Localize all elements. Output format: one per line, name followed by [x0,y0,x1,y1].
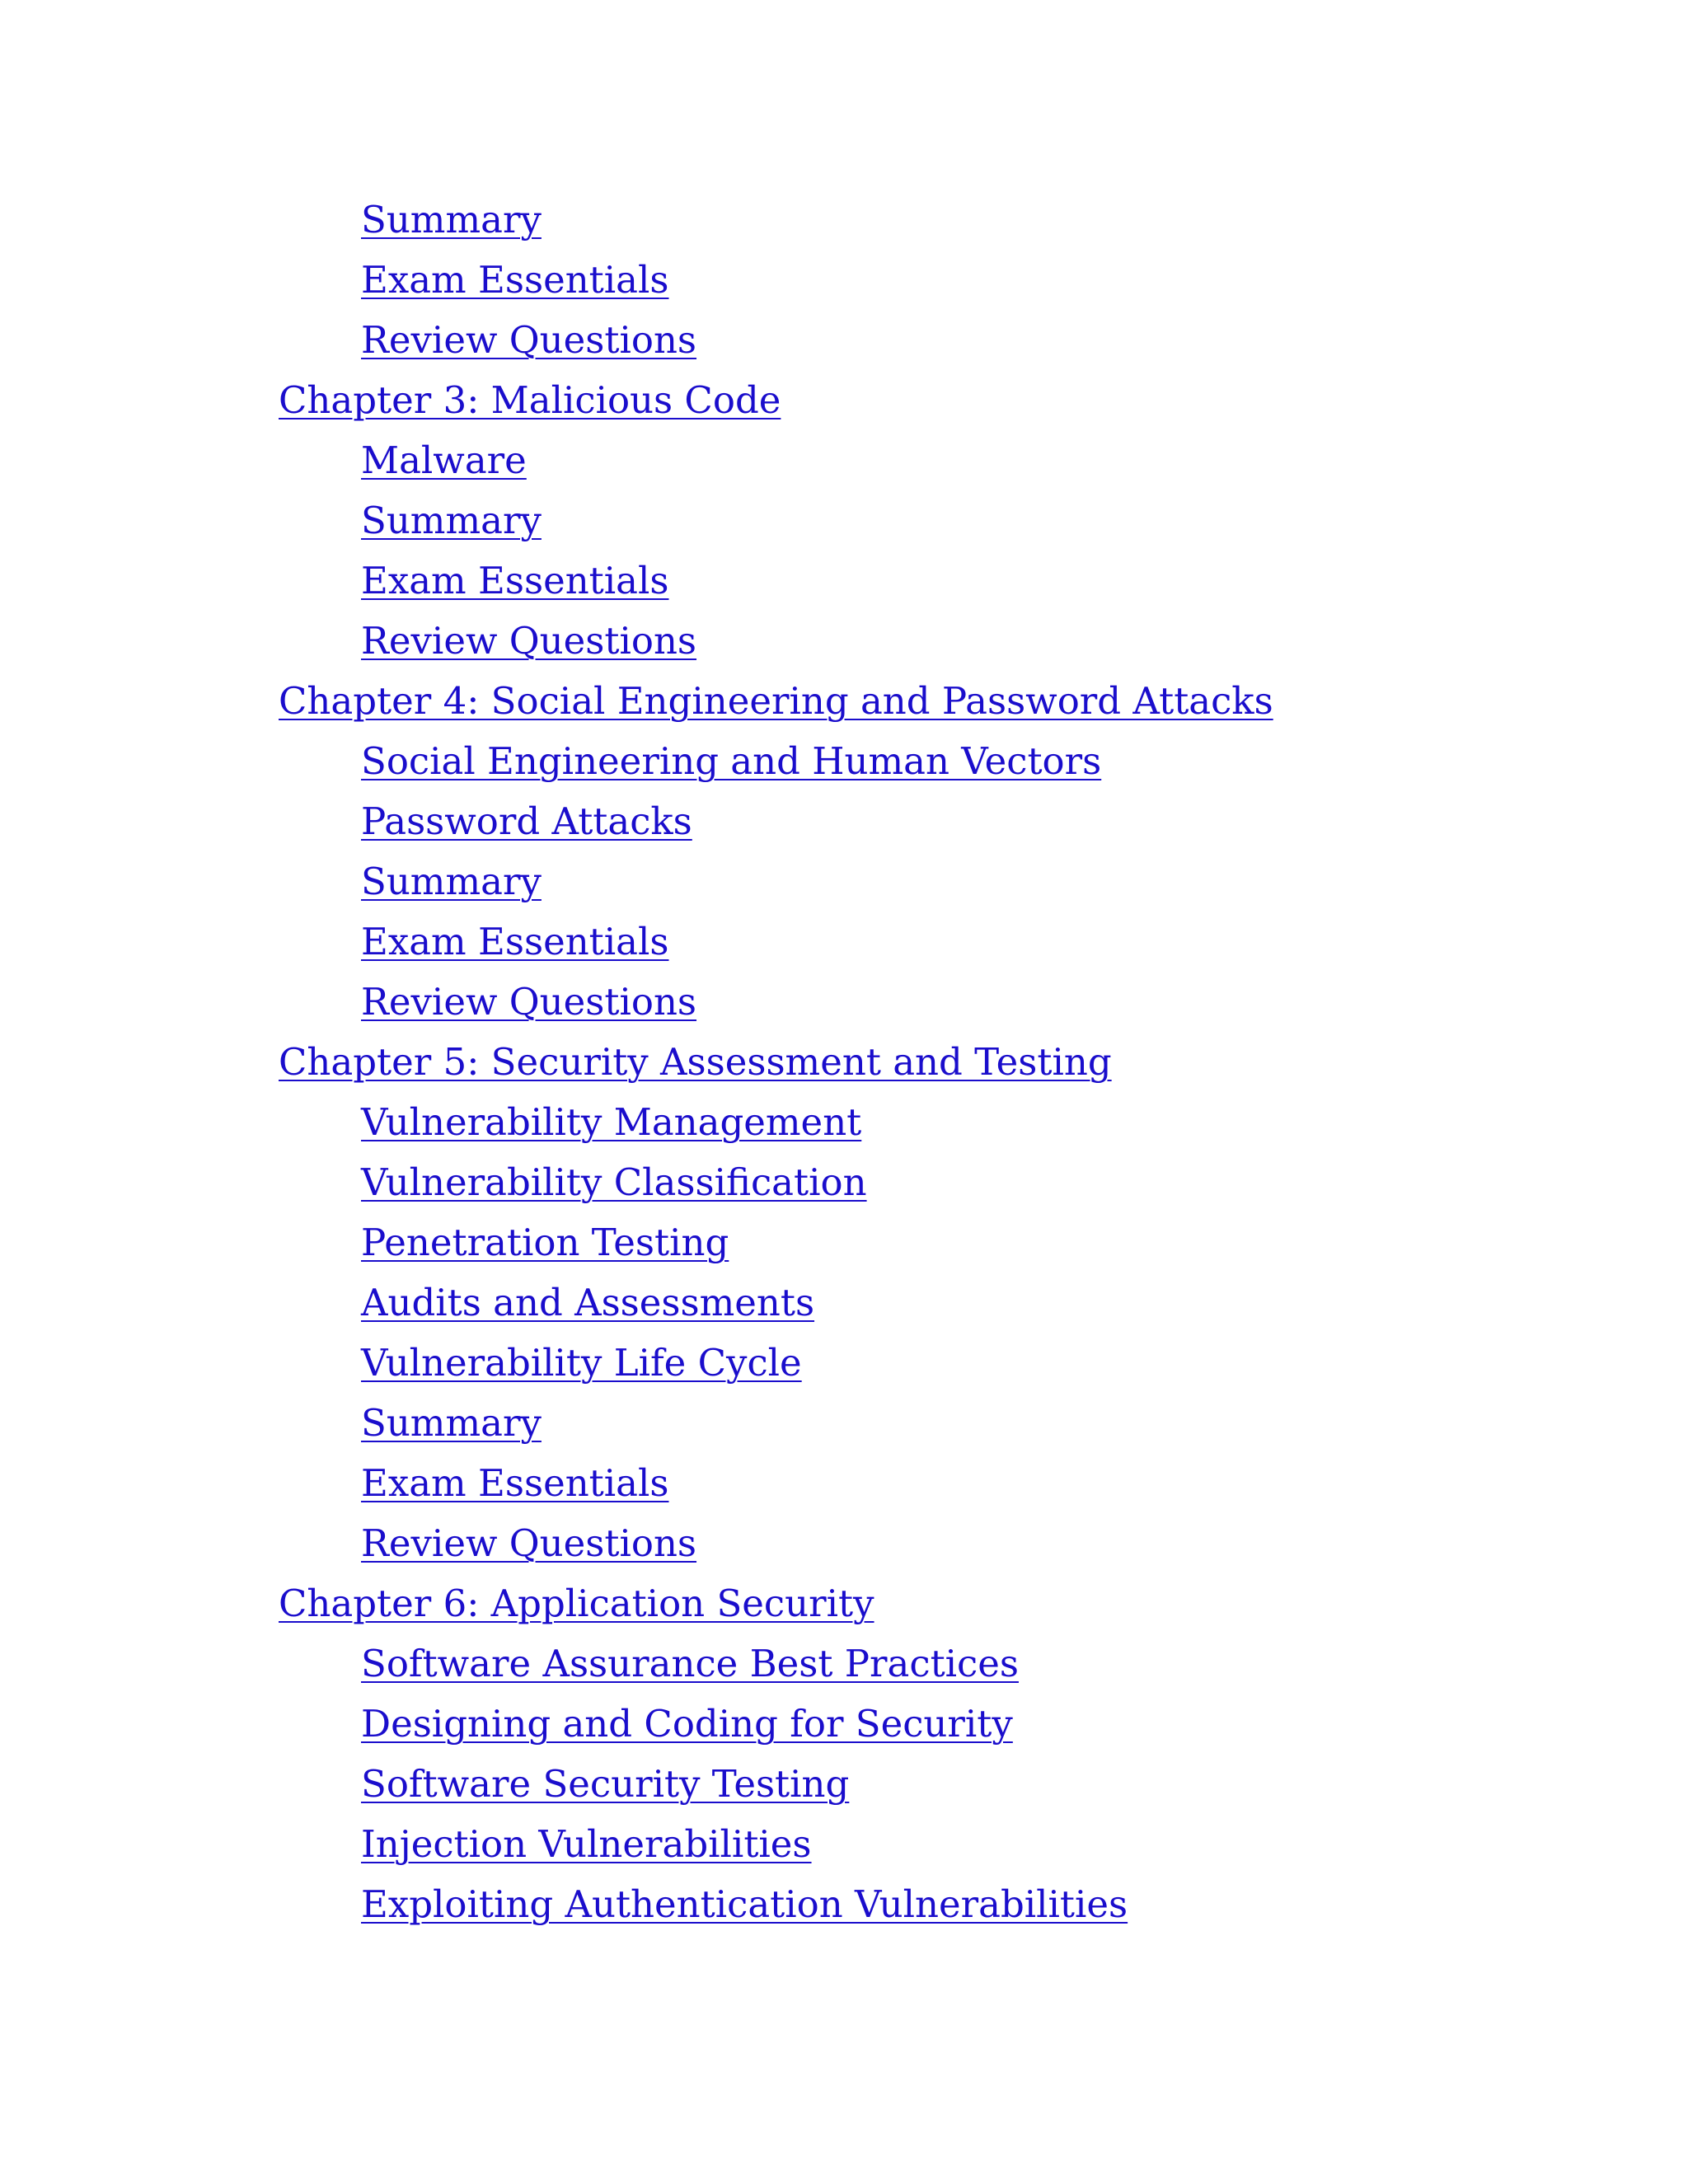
toc-section-entry [0,1633,1688,1694]
section-link[interactable]: Exam Essentials [361,559,669,602]
toc-section-entry [0,1212,1688,1272]
section-link[interactable]: Exam Essentials [361,258,669,302]
section-link[interactable]: Vulnerability Classification [361,1160,867,1204]
toc-section-entry [0,190,1688,250]
section-link[interactable]: Exam Essentials [361,920,669,963]
section-link[interactable]: Review Questions [361,619,697,663]
section-link[interactable]: Summary [361,198,542,241]
toc-section-entry [0,1874,1688,1934]
section-link[interactable]: Password Attacks [361,799,692,843]
section-link[interactable]: Exam Essentials [361,1461,669,1505]
toc-section-entry [0,851,1688,912]
section-link[interactable]: Injection Vulnerabilities [361,1822,812,1866]
toc-section-entry [0,731,1688,791]
toc-section-entry [0,551,1688,611]
chapter-link[interactable]: Chapter 3: Malicious Code [279,378,781,422]
section-link[interactable]: Designing and Coding for Security [361,1702,1013,1746]
toc-section-entry [0,1513,1688,1573]
toc-section-entry [0,1272,1688,1333]
toc-section-entry [0,1152,1688,1212]
section-link[interactable]: Summary [361,860,542,903]
toc-chapter-entry [0,1032,1688,1092]
toc-section-entry [0,1393,1688,1453]
section-link[interactable]: Vulnerability Life Cycle [361,1341,802,1385]
toc-chapter-entry [0,1573,1688,1633]
toc-section-entry [0,1333,1688,1393]
chapter-link[interactable]: Chapter 5: Security Assessment and Testing [279,1040,1112,1084]
section-link[interactable]: Audits and Assessments [361,1281,815,1324]
section-link[interactable]: Review Questions [361,1521,697,1565]
section-link[interactable]: Social Engineering and Human Vectors [361,739,1102,783]
toc-section-entry [0,972,1688,1032]
toc-chapter-entry [0,370,1688,430]
toc-chapter-entry [0,671,1688,731]
section-link[interactable]: Vulnerability Management [361,1100,862,1144]
toc-section-entry [0,1453,1688,1513]
chapter-link[interactable]: Chapter 4: Social Engineering and Password Attacks [279,679,1273,723]
toc-section-entry [0,1694,1688,1754]
toc-section-entry [0,611,1688,671]
table-of-contents [0,190,1688,1934]
section-link[interactable]: Penetration Testing [361,1221,729,1264]
section-link[interactable]: Software Security Testing [361,1762,850,1806]
toc-section-entry [0,250,1688,310]
toc-section-entry [0,490,1688,551]
section-link[interactable]: Summary [361,499,542,542]
section-link[interactable]: Software Assurance Best Practices [361,1642,1019,1685]
section-link[interactable]: Review Questions [361,980,697,1024]
toc-section-entry [0,430,1688,490]
section-link[interactable]: Exploiting Authentication Vulnerabilities [361,1882,1128,1926]
toc-section-entry [0,912,1688,972]
section-link[interactable]: Review Questions [361,318,697,362]
toc-section-entry [0,1814,1688,1874]
section-link[interactable]: Summary [361,1401,542,1445]
toc-section-entry [0,791,1688,851]
toc-section-entry [0,1754,1688,1814]
section-link[interactable]: Malware [361,438,527,482]
chapter-link[interactable]: Chapter 6: Application Security [279,1582,874,1625]
toc-section-entry [0,310,1688,370]
toc-section-entry [0,1092,1688,1152]
